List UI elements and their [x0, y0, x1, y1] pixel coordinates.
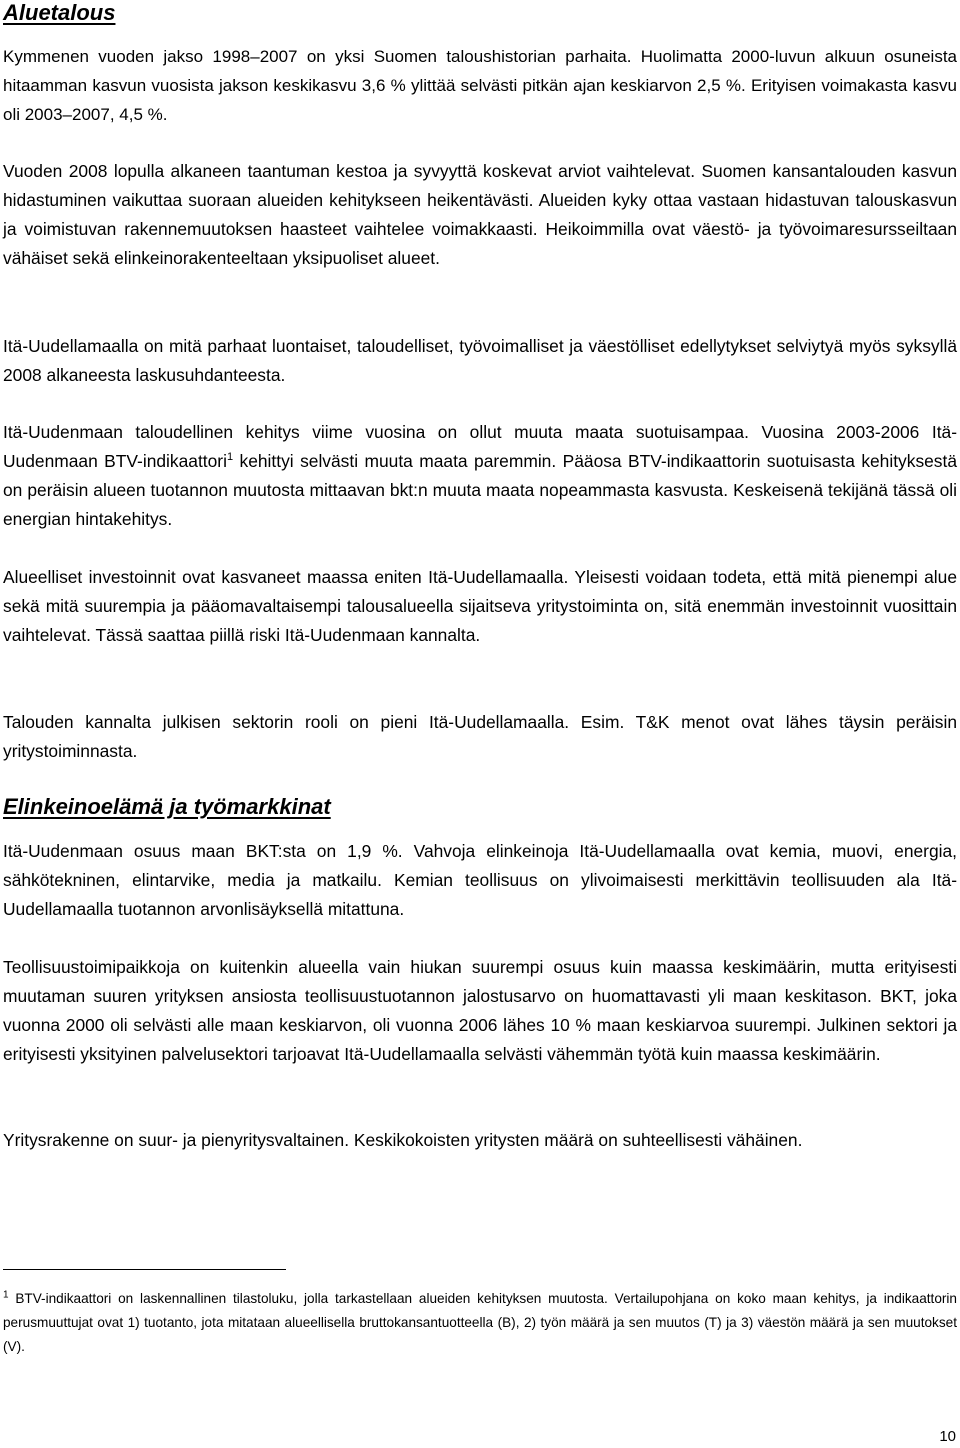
paragraph: Talouden kannalta julkisen sektorin rooli on pieni Itä-Uudellamaalla. Esim. T&K menot ovat lähes täysin peräisin yritystoiminnasta. — [3, 712, 957, 761]
paragraph: Kymmenen vuoden jakso 1998–2007 on yksi Suomen taloushistorian parhaita. Huolimatta 2000-luvun alkuun osuneista hitaamman kasvun vuosista jakson keskikasvu 3,6 % ylittää selvästi pitkän ajan keskiarvon 2,5 %. Erityisen voimakasta kasvu oli 2003–2007, 4,5 %. — [3, 47, 957, 124]
paragraph-text: kehittyi selvästi muuta maata paremmin. Pääosa BTV-indikaattorin suotuisasta kehityksestä on peräisin alueen tuotannon muutosta mittaavan bkt:n muuta maata nopeammasta kasvusta. Keskeisenä tekijänä tässä oli energian hintakehitys. — [3, 451, 958, 529]
page-number: 10 — [939, 1428, 956, 1445]
paragraph: Teollisuustoimipaikkoja on kuitenkin alueella vain hiukan suurempi osuus kuin maassa keskimäärin, mutta erityisesti muutaman suuren yrityksen ansiosta teollisuustuotannon jalostusarvo on huomattavasti yli maan keskitason. BKT, joka vuonna 2000 oli selvästi alle maan keskiarvon, oli vuonna 2006 lähes 10 % maan keskiarvoa suurempi. Julkinen sektori ja erityisesti yksityinen palvelusektori tarjoavat Itä-Uudellamaalla selvästi vähemmän työtä kuin maassa keskimäärin. — [3, 957, 957, 1064]
footnote — [3, 1287, 957, 1359]
footnote-number: 1 — [3, 1289, 9, 1301]
footnote-separator — [3, 1269, 286, 1270]
paragraph: Itä-Uudenmaan osuus maan BKT:sta on 1,9 %. Vahvoja elinkeinoja Itä-Uudellamaalla ovat kemia, muovi, energia, sähkötekninen, elintarvike, media ja matkailu. Kemian teollisuus on ylivoimaisesti merkittävin teollisuuden ala Itä-Uudellamaalla tuotannon arvonlisäyksellä mitattuna. — [3, 841, 957, 919]
footnote-text: BTV-indikaattori on laskennallinen tilastoluku, jolla tarkastellaan alueiden kehityksen muutosta. Vertailupohjana on koko maan kehitys, ja indikaattorin perusmuuttujat ovat 1) tuotanto, jota mitataan alueellisella bruttokansantuotteella (B), 2) työn määrä ja sen muutos (T) ja 3) väestön määrä ja sen muutokset (V). — [3, 1291, 957, 1354]
paragraph: Yritysrakenne on suur- ja pienyritysvaltainen. Keskikokoisten yritysten määrä on suhteellisesti vähäinen. — [3, 1130, 803, 1150]
footnote-reference[interactable]: 1 — [226, 451, 234, 464]
section-title-elinkeinoelama: Elinkeinoelämä ja työmarkkinat — [3, 794, 331, 819]
paragraph: Itä-Uudellamaalla on mitä parhaat luontaiset, taloudelliset, työvoimalliset ja väestölliset edellytykset selviytyä myös syksyllä 2008 alkaneesta laskusuhdanteesta. — [3, 336, 957, 385]
section-title-aluetalous: Aluetalous — [3, 0, 116, 25]
paragraph: Alueelliset investoinnit ovat kasvaneet maassa eniten Itä-Uudellamaalla. Yleisesti voidaan todeta, että mitä pienempi alue sekä mitä suurempia ja pääomavaltaisempi talousalueella sijaitseva yritystoiminta on, sitä enemmän investoinnit vuosittain vaihtelevat. Tässä saattaa piillä riski Itä-Uudenmaan kannalta. — [3, 567, 957, 645]
paragraph: Vuoden 2008 lopulla alkaneen taantuman kestoa ja syvyyttä koskevat arviot vaihtelevat. Suomen kansantalouden kasvun hidastuminen vaikuttaa suoraan alueiden kehitykseen heikentävästi. Alueiden kyky ottaa vastaan hidastuvan talouskasvun ja voimistuvan rakennemuutoksen haasteet vaihtelee voimakkaasti. Heikoimmilla ovat väestö- ja työvoimaresursseiltaan vähäiset sekä elinkeinorakenteeltaan yksipuoliset alueet. — [3, 161, 957, 268]
paragraph-text: Itä-Uudenmaan taloudellinen kehitys viime vuosina on ollut muuta maata suotuisampaa. Vuosina 2003-2006 Itä-Uudenmaan BTV-indikaattori — [3, 422, 957, 471]
paragraph-with-footnote — [3, 418, 957, 534]
